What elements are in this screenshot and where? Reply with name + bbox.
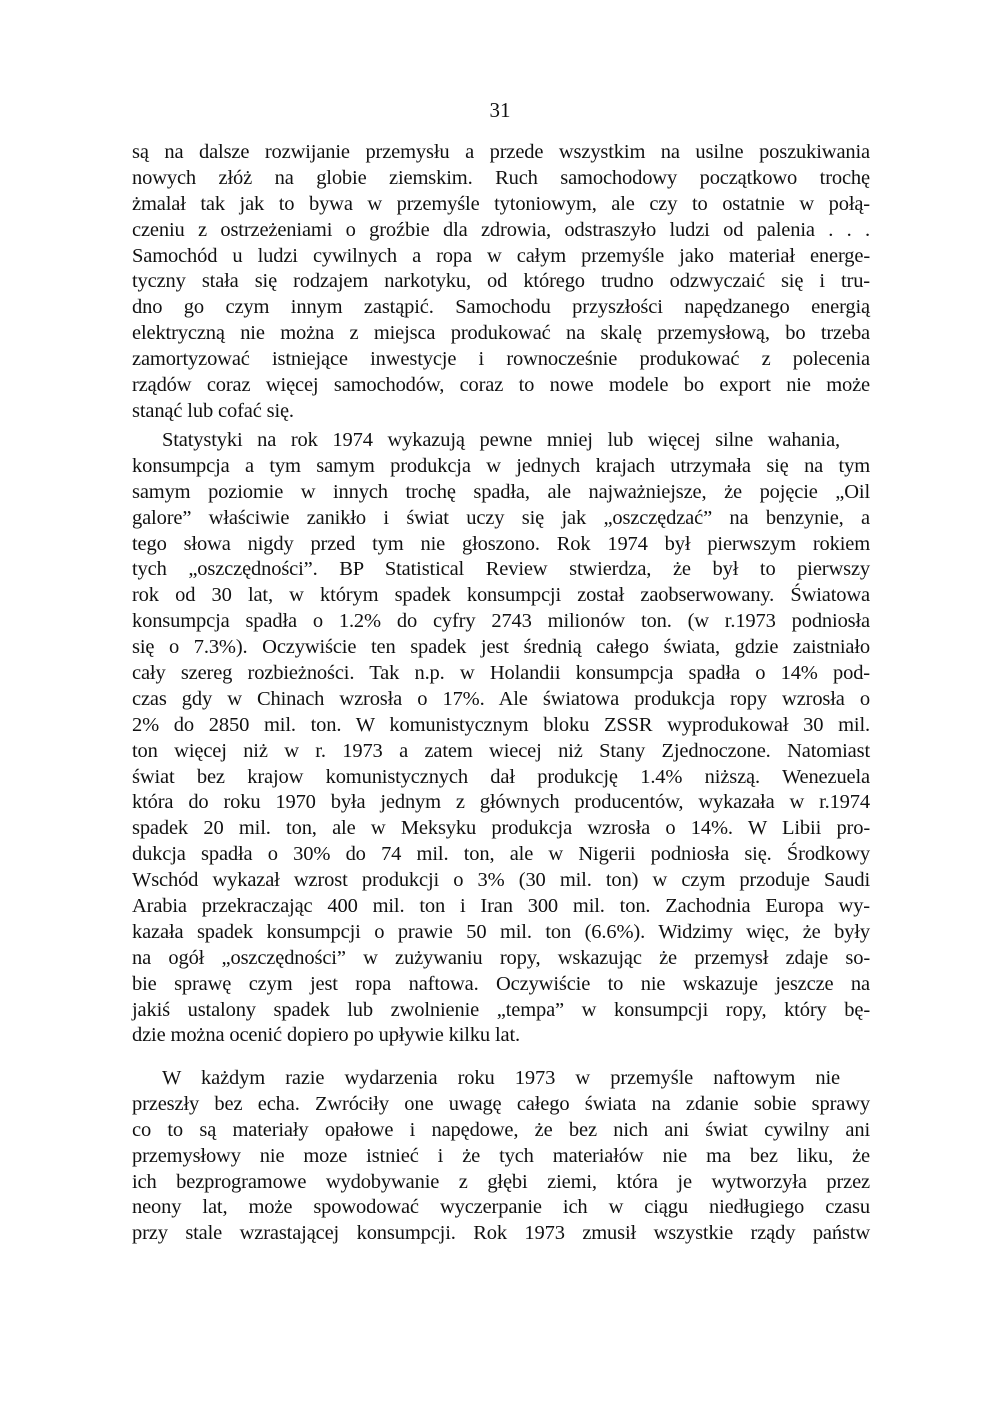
paragraph-3 xyxy=(132,1066,870,1247)
text-line: która do roku 1970 była jednym z głównych producentów, wykazała w r.1974 xyxy=(132,791,870,814)
text-line: Wschód wykazał wzrost produkcji o 3% (30 mil. ton) w czym przoduje Saudi xyxy=(132,869,870,892)
text-line: na ogół „oszczędności” w zużywaniu ropy, wskazując że przemysł zdaje so- xyxy=(132,946,870,969)
text-line: nowych złóż na globie ziemskim. Ruch samochodowy początkowo trochę xyxy=(132,166,870,189)
text-line: Samochód u ludzi cywilnych a ropa w całym przemyśle jako materiał energe- xyxy=(132,244,870,267)
text-line: dzie można ocenić dopiero po upływie kilku lat. xyxy=(132,1024,521,1047)
paragraph-2 xyxy=(132,428,870,1049)
text-line: dno go czym innym zastąpić. Samochodu przyszłości napędzanego energią xyxy=(132,296,870,319)
text-line: ton więcej niż w r. 1973 a zatem wiecej niż Stany Zjednoczone. Natomiast xyxy=(132,739,870,762)
text-line: zamortyzować istniejące inwestycje i rownocześnie produkować z polecenia xyxy=(132,348,870,371)
text-line: bie sprawę czym jest ropa naftowa. Oczywiście to nie wskazuje jeszcze na xyxy=(132,972,870,995)
text-line: neony lat, może spowodować wyczerpanie ich w ciągu niedługiego czasu xyxy=(132,1196,870,1219)
text-line: konsumpcja spadła o 1.2% do cyfry 2743 milionów ton. (w r.1973 podniosła xyxy=(132,610,870,633)
text-line: galore” właściwie zanikło i świat uczy się jak „oszczędzać” na benzynie, a xyxy=(132,506,870,529)
text-line: stanąć lub cofać się. xyxy=(132,399,294,422)
text-line: świat bez krajow komunistycznych dał produkcję 1.4% niższą. Wenezuela xyxy=(132,765,870,788)
text-line: czeniu z ostrzeżeniami o groźbie dla zdrowia, odstraszyło ludzi od palenia . . . xyxy=(132,218,870,241)
text-line: konsumpcja a tym samym produkcja w jednych krajach utrzymała się na tym xyxy=(132,454,870,477)
page-number: 31 xyxy=(489,98,511,122)
text-line: przy stale wzrastającej konsumpcji. Rok 1973 zmusił wszystkie rządy państw xyxy=(132,1222,870,1245)
text-line: się o 7.3%). Oczywiście ten spadek jest średnią całego świata, gdzie zaistniało xyxy=(132,636,870,659)
text-line: W każdym razie wydarzenia roku 1973 w przemyśle naftowym nie xyxy=(162,1067,840,1089)
text-line: spadek 20 mil. ton, ale w Meksyku produkcja wzrosła o 14%. W Libii pro- xyxy=(132,817,870,840)
text-line: kazała spadek konsumpcji o prawie 50 mil. ton (6.6%). Widzimy więc, że były xyxy=(132,920,870,943)
text-line: przeszły bez echa. Zwróciły one uwagę całego świata na zdanie sobie sprawy xyxy=(132,1092,870,1115)
text-line: samym poziomie w innych trochę spadła, ale najważniejsze, że pojęcie „Oil xyxy=(132,480,870,503)
text-line: przemysłowy nie moze istnieć i że tych materiałów nie ma bez liku, że xyxy=(132,1144,870,1167)
text-line: rządów coraz więcej samochodów, coraz to nowe modele bo export nie może xyxy=(132,374,870,397)
text-line: tych „oszczędności”. BP Statistical Review stwierdza, że był to pierwszy xyxy=(132,558,870,581)
text-line: są na dalsze rozwijanie przemysłu a przede wszystkim na usilne poszukiwania xyxy=(132,141,870,163)
text-line: cały szereg rozbieżności. Tak n.p. w Holandii konsumpcja spadła o 14% pod- xyxy=(132,662,870,685)
text-line: ich bezprogramowe wydobywanie z głębi ziemi, która je wytworzyła przez xyxy=(132,1170,870,1193)
text-line: elektryczną nie można z miejsca produkować na skalę przemysłową, bo trzeba xyxy=(132,322,870,345)
text-line: tego słowa nigdy przed tym nie głoszono. Rok 1974 był pierwszym rokiem xyxy=(132,532,870,555)
text-line: żmalał tak jak to bywa w przemyśle tytoniowym, ale czy to ostatnie w połą- xyxy=(132,192,870,215)
text-line: dukcja spadła o 30% do 74 mil. ton, ale w Nigerii podniosła się. Środkowy xyxy=(132,843,870,866)
text-line: Arabia przekraczając 400 mil. ton i Iran 300 mil. ton. Zachodnia Europa wy- xyxy=(132,895,870,918)
text-line: czas gdy w Chinach wzrosła o 17%. Ale światowa produkcja ropy wzrosła o xyxy=(132,687,870,710)
text-line: rok od 30 lat, w którym spadek konsumpcji został zaobserwowany. Światowa xyxy=(132,584,870,607)
text-line: jakiś ustalony spadek lub zwolnienie „tempa” w konsumpcji ropy, który bę- xyxy=(132,998,870,1021)
paragraph-1 xyxy=(132,140,870,425)
text-line: 2% do 2850 mil. ton. W komunistycznym bloku ZSSR wyprodukował 30 mil. xyxy=(132,713,870,736)
text-line: Statystyki na rok 1974 wykazują pewne mniej lub więcej silne wahania, xyxy=(162,429,840,451)
text-line: tyczny stała się rodzajem narkotyku, od którego trudno odzwyczaić się i tru- xyxy=(132,270,870,293)
text-line: co to są materiały opałowe i napędowe, że bez nich ani świat cywilny ani xyxy=(132,1118,870,1141)
